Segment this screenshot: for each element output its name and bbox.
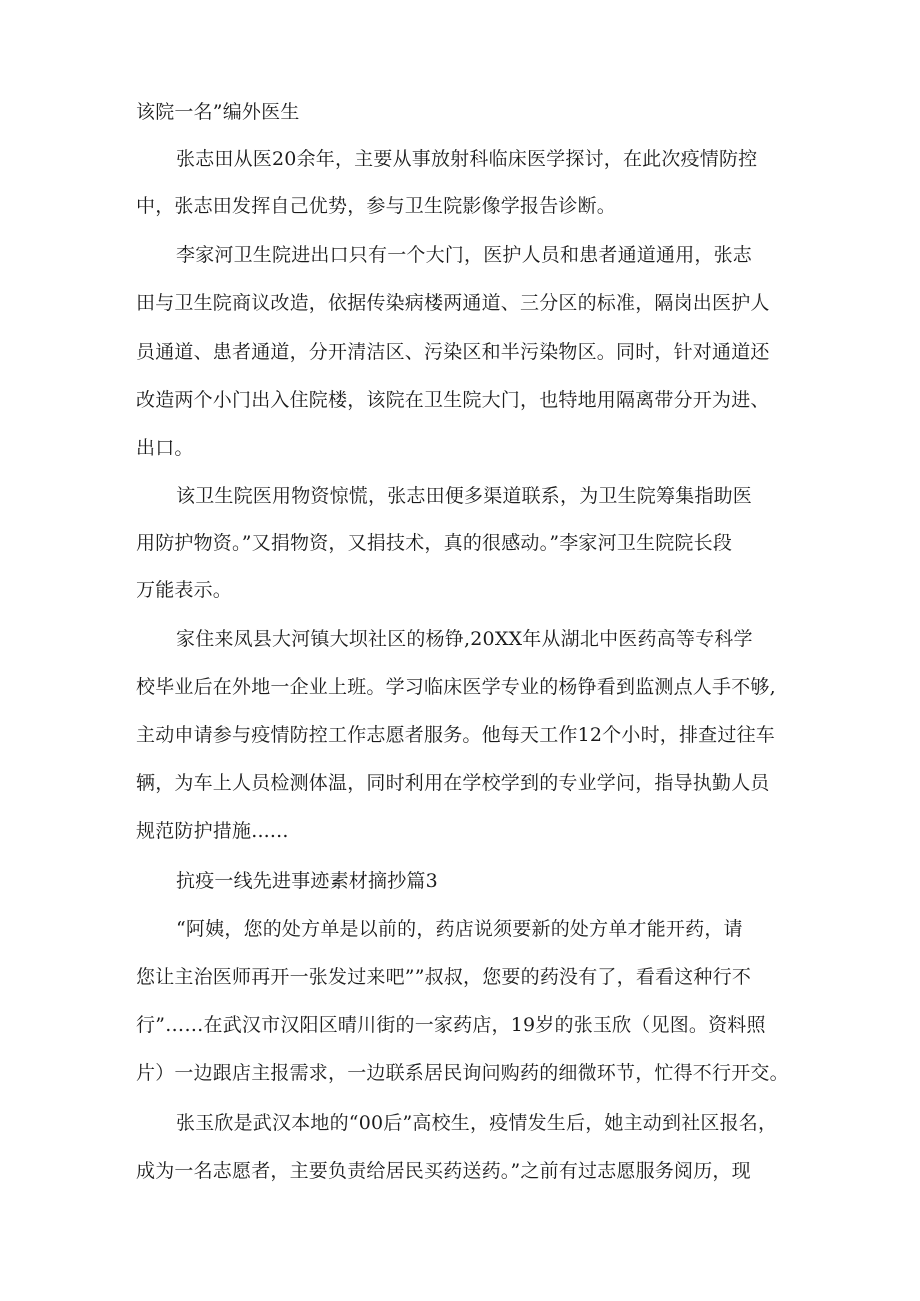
text-line: 规范防护措施...... [136, 820, 289, 842]
text-line: 用防护物资。”又捐物资，又捐技术，真的很感动。”李家河卫生院院长段 [136, 532, 733, 554]
text-line: 主动申请参与疫情防控工作志愿者服务。他每天工作12个小时，排查过往车 [136, 724, 775, 746]
text-line: 您让主治医师再开一张发过来吧””叔叔，您要的药没有了，看看这种行不 [136, 966, 752, 988]
text-line: 万能表示。 [136, 579, 233, 601]
text-line: 校毕业后在外地一企业上班。学习临床医学专业的杨铮看到监测点人手不够, [136, 676, 776, 698]
text-line: 员通道、患者通道，分开清洁区、污染区和半污染物区。同时，针对通道还 [136, 341, 770, 363]
text-line: 田与卫生院商议改造，依据传染病楼两通道、三分区的标准，隔岗出医护人 [136, 292, 770, 314]
text-line: 辆，为车上人员检测体温，同时利用在学校学到的专业学问，指导执勤人员 [136, 772, 770, 794]
text-line: 成为一名志愿者，主要负责给居民买药送药。”之前有过志愿服务阅历，现 [136, 1160, 751, 1182]
text-line: 片）一边跟店主报需求，一边联系居民询问购药的细微环节，忙得不行开交。 [136, 1062, 789, 1084]
paragraph-first-line: 该卫生院医用物资惊慌，张志田便多渠道联系，为卫生院筹集指助医 [176, 485, 753, 507]
paragraph-first-line: “阿姨，您的处方单是以前的，药店说须要新的处方单才能开药，请 [176, 918, 743, 940]
text-line: 中，张志田发挥自己优势，参与卫生院影像学报告诊断。 [136, 195, 617, 217]
paragraph-first-line: 张志田从医20余年，主要从事放射科临床医学探讨，在此次疫情防控 [176, 148, 758, 170]
section-heading: 抗疫一线先进事迹素材摘抄篇3 [176, 870, 438, 892]
paragraph-first-line: 张玉欣是武汉本地的“00后”高校生，疫情发生后，她主动到社区报名， [176, 1112, 778, 1134]
paragraph-first-line: 家住来凤县大河镇大坝社区的杨铮,20XX年从湖北中医药高等专科学 [176, 628, 753, 650]
paragraph-first-line: 李家河卫生院进出口只有一个大门，医护人员和患者通道通用，张志 [176, 244, 753, 266]
text-line: 出口。 [136, 437, 194, 459]
text-line: 该院一名”编外医生 [136, 101, 300, 123]
text-line: 改造两个小门出入住院楼，该院在卫生院大门，也特地用隔离带分开为进、 [136, 389, 770, 411]
text-line: 行”……在武汉市汉阳区晴川街的一家药店，19岁的张玉欣（见图。资料照 [136, 1014, 766, 1036]
